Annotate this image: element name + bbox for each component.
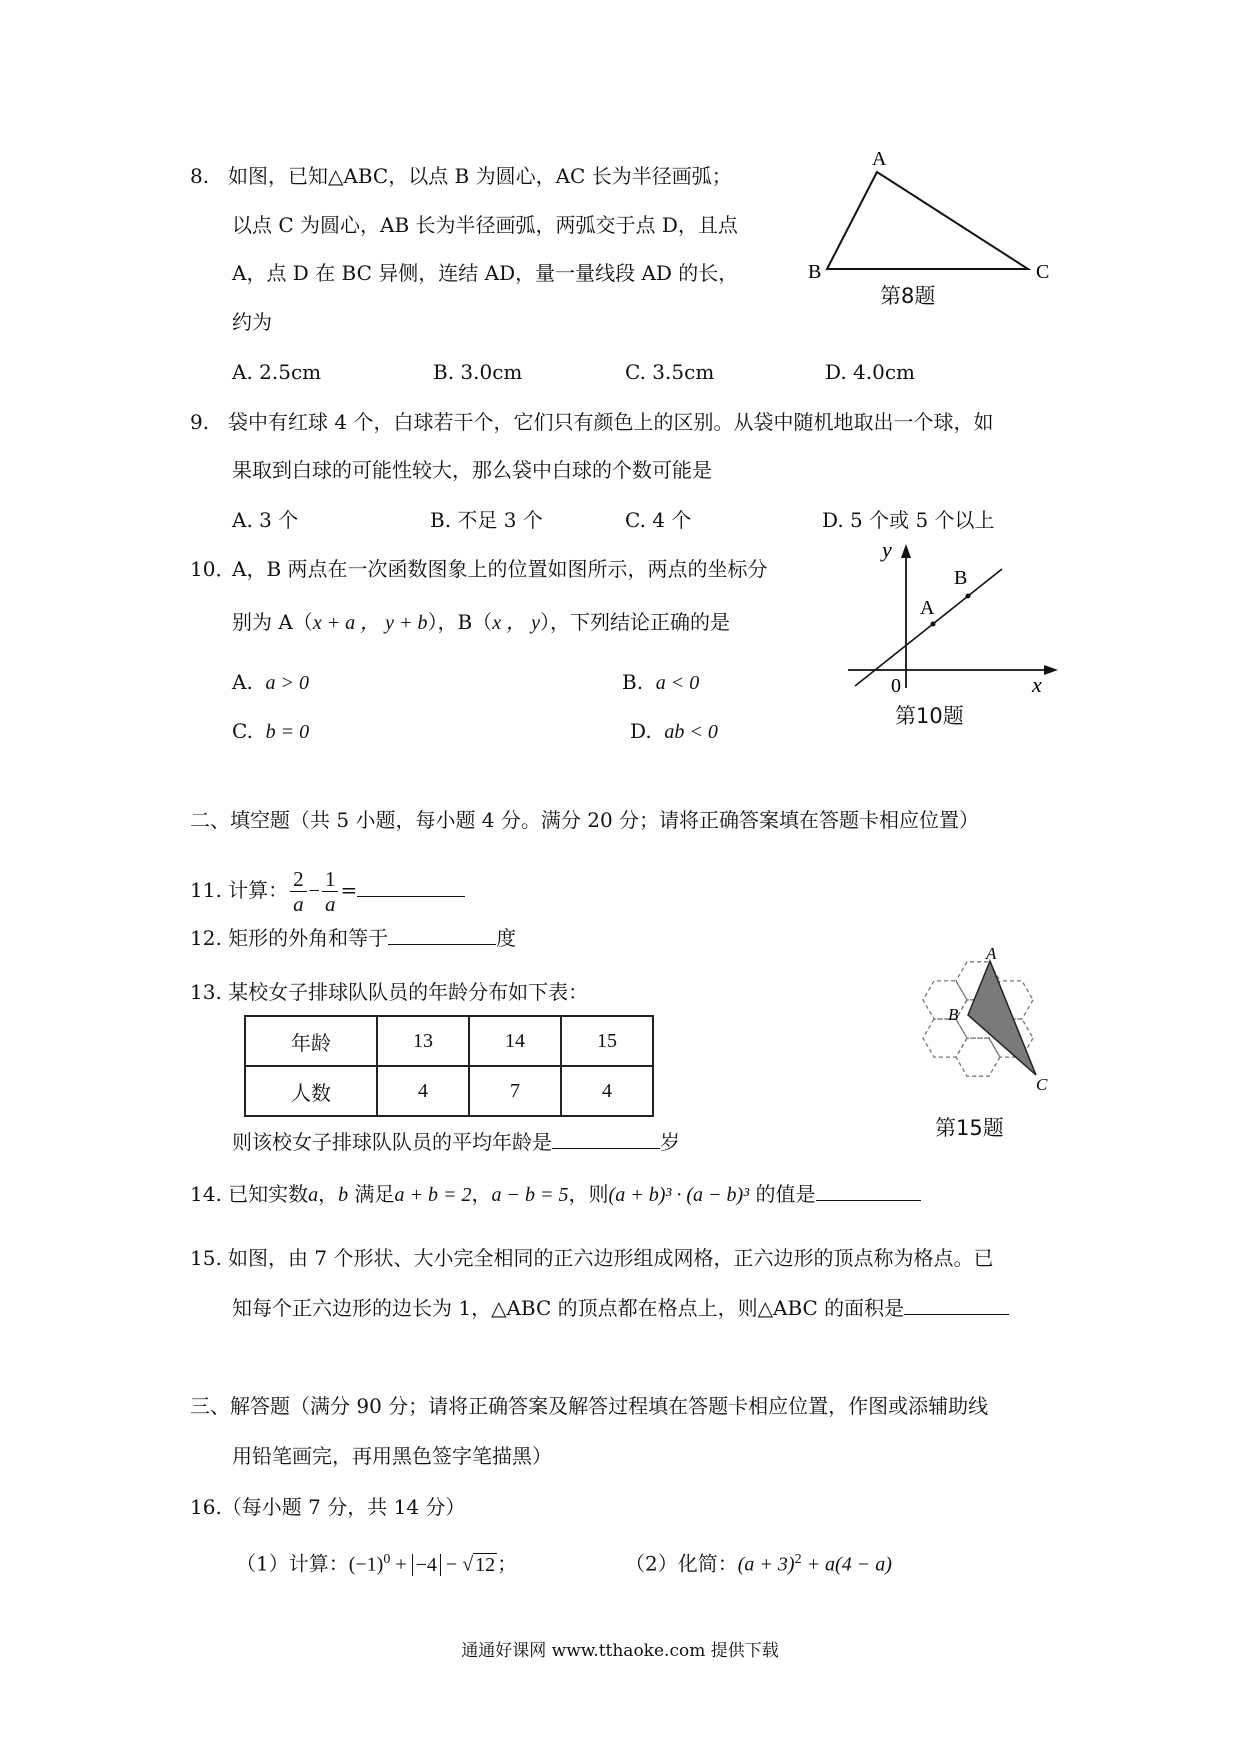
q13-text: 某校女子排球队队员的年龄分布如下表： (228, 980, 589, 1004)
q10-number: 10． (190, 557, 236, 581)
q14-answer-blank (816, 1180, 921, 1201)
q10-option-b-letter: B. (622, 670, 644, 694)
q11-prefix: 计算： (228, 878, 289, 902)
q10-function-line (855, 569, 1002, 686)
q10-point-b (966, 594, 971, 599)
q10-option-c-letter: C. (232, 719, 253, 743)
section3-line1: 三、解答题（满分 90 分；请将正确答案及解答过程填在答题卡相应位置，作图或添辅助线 (190, 1394, 989, 1418)
q13-count-cell: 7 (469, 1066, 561, 1116)
q13-number: 13. (190, 980, 222, 1004)
q8-figure-caption: 第8题 (880, 284, 936, 308)
q8-triangle-figure (800, 150, 1070, 290)
table-row (245, 1016, 653, 1066)
q14-text3: 满足 (348, 1182, 395, 1206)
q14-eq2: a − b = 5 (491, 1184, 569, 1206)
q13-header-count: 人数 (245, 1066, 377, 1116)
q16-part1-end: ； (497, 1551, 518, 1576)
q10-option-a-math: a > 0 (265, 672, 310, 694)
q14-var-a: a (308, 1184, 319, 1206)
q14-var-b: b (338, 1184, 349, 1206)
q10-point-a (931, 622, 936, 627)
triangle-abc (827, 172, 1028, 269)
q8-label-c: C (1036, 261, 1050, 283)
q10-option-c (232, 717, 309, 746)
q11-answer-blank (357, 876, 465, 897)
q8-line3: A，点 D 在 BC 异侧，连结 AD，量一量线段 AD 的长， (232, 261, 739, 285)
hexagon-cell (956, 1038, 1000, 1076)
q10-x-arrow (1044, 665, 1058, 675)
q10-line2-pre: 别为 A（ (232, 610, 313, 634)
q16-part1-radicand: 12 (475, 1553, 496, 1576)
q10-option-a (232, 668, 309, 697)
q14-number: 14. (190, 1182, 222, 1206)
q12-suffix: 度 (496, 926, 517, 950)
q9-option-a: A. 3 个 (232, 508, 299, 532)
q16-part2-exponent: 2 (794, 1552, 802, 1567)
q11-denominator-2: a (324, 892, 336, 916)
q10-label-o: 0 (891, 675, 901, 697)
q8-option-d: D. 4.0cm (825, 360, 916, 384)
q8-option-a: A. 2.5cm (232, 360, 322, 384)
q16-part1-exponent: 0 (383, 1552, 391, 1567)
q13-suffix: 岁 (660, 1130, 680, 1154)
q16-part1-sqrt-wrap (462, 1553, 497, 1576)
q10-option-d (630, 717, 718, 746)
q11-number: 11. (190, 878, 222, 902)
q9-line1: 袋中有红球 4 个，白球若干个，它们只有颜色上的区别。从袋中随机地取出一个球，如 (228, 410, 994, 434)
sqrt-icon: √ (462, 1553, 474, 1576)
q16-part1-plus: + (390, 1553, 412, 1576)
q12 (190, 924, 516, 952)
q16-part1-power-base: (−1) (348, 1553, 384, 1576)
q10-option-b (622, 668, 699, 697)
q8-line1: 如图，已知△ABC，以点 B 为圆心，AC 长为半径画弧； (228, 164, 732, 188)
q13-after (232, 1128, 680, 1156)
q14-text5: ，则 (568, 1182, 609, 1206)
q11-numerator-1: 2 (290, 867, 307, 892)
q15-answer-blank (904, 1294, 1009, 1315)
q9-option-b: B. 不足 3 个 (430, 508, 543, 532)
q8-label-b: B (808, 261, 822, 283)
q13-count-cell: 4 (561, 1066, 653, 1116)
q16-header: 16.（每小题 7 分，共 14 分） (190, 1495, 466, 1519)
q11-minus: − (308, 880, 320, 902)
q10-label-x: x (1032, 672, 1042, 697)
q8-option-c: C. 3.5cm (625, 360, 715, 384)
q15-label-a: A (986, 945, 997, 963)
q15-figure-caption: 第15题 (935, 1116, 1004, 1140)
q14-text1: 已知实数 (228, 1182, 309, 1206)
q13-stem (190, 978, 588, 1006)
q15-triangle-abc (968, 961, 1036, 1075)
q10-figure-caption: 第10题 (895, 704, 964, 728)
q11-fraction-1 (290, 867, 307, 916)
hexagon-cell (923, 1019, 967, 1057)
q9-option-d: D. 5 个或 5 个以上 (822, 508, 995, 532)
q10-option-b-math: a < 0 (655, 672, 700, 694)
q11-equals: = (340, 878, 358, 902)
table-row (245, 1066, 653, 1116)
q15-number: 15. (190, 1246, 222, 1270)
q10-option-d-letter: D. (630, 719, 652, 743)
q10-coord-b: x ， y (492, 612, 541, 634)
hexagon-cell (923, 981, 967, 1019)
q15-line2-wrap (232, 1294, 1009, 1322)
q16-part2 (625, 1546, 892, 1579)
q15-label-c: C (1036, 1075, 1048, 1094)
q10-option-d-math: ab < 0 (664, 721, 718, 743)
q14 (190, 1180, 921, 1209)
q16-part1-minus: − (440, 1553, 463, 1576)
q10-label-a: A (920, 597, 935, 619)
q8-line4: 约为 (232, 310, 272, 334)
q10-label-b: B (954, 567, 968, 589)
q10-line2 (232, 608, 730, 637)
q14-expr: (a + b)³ · (a − b)³ (608, 1184, 750, 1206)
q13-age-cell: 14 (469, 1016, 561, 1066)
q10-option-c-math: b = 0 (265, 721, 310, 743)
q10-line1: A，B 两点在一次函数图象上的位置如图所示，两点的坐标分 (232, 557, 768, 581)
q9-option-c: C. 4 个 (625, 508, 692, 532)
q10-line2-mid: ），B（ (427, 610, 493, 634)
q16-part2-expr-b: + a(4 − a) (801, 1553, 892, 1576)
q14-text4: ， (471, 1182, 492, 1206)
q13-header-age: 年龄 (245, 1016, 377, 1066)
q10-coord-a: x + a ， y + b (312, 612, 428, 634)
q11-numerator-2: 1 (322, 867, 339, 892)
q13-age-cell: 13 (377, 1016, 469, 1066)
q8-line2: 以点 C 为圆心，AB 长为半径画弧，两弧交于点 D，且点 (232, 213, 738, 237)
q13-count-cell: 4 (377, 1066, 469, 1116)
q8-option-b: B. 3.0cm (433, 360, 523, 384)
q16-part2-expr-a: (a + 3) (737, 1553, 795, 1576)
q13-answer-blank (552, 1128, 660, 1149)
q10-option-a-letter: A. (232, 670, 253, 694)
q13-age-cell: 15 (561, 1016, 653, 1066)
q15-line1: 如图，由 7 个形状、大小完全相同的正六边形组成网格，正六边形的顶点称为格点。已 (228, 1246, 994, 1270)
q11-denominator-1: a (293, 892, 304, 916)
footer: 通通好课网 www.tthaoke.com 提供下载 (461, 1641, 779, 1661)
q12-number: 12. (190, 926, 222, 950)
q16-part1-label: （1）计算： (236, 1551, 349, 1576)
q15-hexagon-figure (890, 945, 1070, 1095)
q10-label-y: y (882, 538, 892, 562)
q13-age-table (244, 1015, 654, 1117)
q12-text: 矩形的外角和等于 (228, 926, 389, 950)
q16-part2-label: （2）化简： (625, 1551, 738, 1576)
section2-heading: 二、填空题（共 5 小题，每小题 4 分。满分 20 分；请将正确答案填在答题卡相应位置） (190, 808, 980, 832)
q15-line2: 知每个正六边形的边长为 1，△ABC 的顶点都在格点上，则△ABC 的面积是 (232, 1296, 905, 1320)
q10-y-arrow (901, 544, 911, 558)
q11-fraction-2 (322, 867, 339, 916)
q10-graph-figure (840, 538, 1070, 698)
q13-after-text: 则该校女子排球队队员的平均年龄是 (232, 1130, 552, 1154)
q8-label-a: A (872, 150, 887, 170)
q10-line2-post: ），下列结论正确的是 (540, 610, 731, 634)
q15-label-b: B (948, 1005, 959, 1024)
q14-text2: ， (318, 1182, 339, 1206)
q9-number: 9. (190, 410, 210, 434)
q16-part1 (236, 1546, 517, 1579)
q14-eq1: a + b = 2 (394, 1184, 472, 1206)
q14-text6: 的值是 (749, 1182, 816, 1206)
q9-line2: 果取到白球的可能性较大，那么袋中白球的个数可能是 (232, 458, 712, 482)
section3-line2: 用铅笔画完，再用黑色签字笔描黑） (232, 1444, 552, 1468)
q11 (190, 862, 465, 919)
q12-answer-blank (388, 924, 496, 945)
q8-number: 8. (190, 164, 210, 188)
q16-part1-abs: −4 (412, 1554, 441, 1576)
